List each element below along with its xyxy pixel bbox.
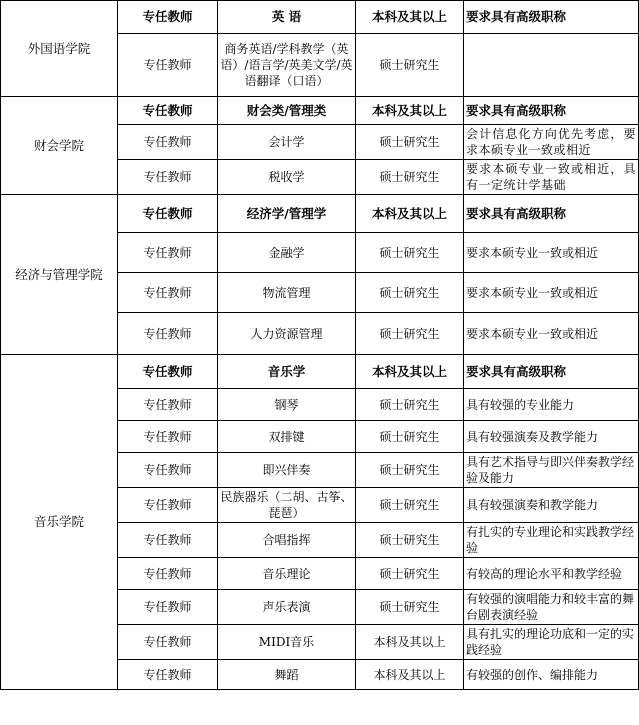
header-degree: 本科及其以上 bbox=[356, 1, 464, 34]
major-cell: 音乐理论 bbox=[218, 558, 356, 590]
notes-cell: 有较高的理论水平和教学经验 bbox=[464, 558, 639, 590]
major-cell: 金融学 bbox=[218, 233, 356, 273]
position-cell: 专任教师 bbox=[118, 558, 218, 590]
header-title-requirement: 要求具有高级职称 bbox=[464, 355, 639, 389]
major-cell: 即兴伴奏 bbox=[218, 453, 356, 488]
header-degree: 本科及其以上 bbox=[356, 355, 464, 389]
header-major: 财会类/管理类 bbox=[218, 97, 356, 125]
degree-cell: 本科及其以上 bbox=[356, 625, 464, 660]
major-cell: 双排键 bbox=[218, 421, 356, 453]
major-cell: 税收学 bbox=[218, 160, 356, 195]
position-cell: 专任教师 bbox=[118, 625, 218, 660]
header-title-requirement: 要求具有高级职称 bbox=[464, 97, 639, 125]
degree-cell: 本科及其以上 bbox=[356, 660, 464, 690]
degree-cell: 硕士研究生 bbox=[356, 421, 464, 453]
notes-cell: 具有较强演奏和教学能力 bbox=[464, 488, 639, 523]
degree-cell: 硕士研究生 bbox=[356, 125, 464, 160]
degree-cell: 硕士研究生 bbox=[356, 523, 464, 558]
header-title-requirement: 要求具有高级职称 bbox=[464, 195, 639, 233]
notes-cell: 要求本硕专业一致或相近 bbox=[464, 313, 639, 355]
position-cell: 专任教师 bbox=[118, 660, 218, 690]
department-header-row bbox=[1, 1, 639, 34]
degree-cell: 硕士研究生 bbox=[356, 389, 464, 421]
notes-cell: 要求本硕专业一致或相近 bbox=[464, 273, 639, 313]
department-header-row bbox=[1, 97, 639, 125]
position-cell: 专任教师 bbox=[118, 421, 218, 453]
notes-cell: 要求本硕专业一致或相近，具有一定统计学基础 bbox=[464, 160, 639, 195]
header-position: 专任教师 bbox=[118, 97, 218, 125]
notes-cell: 具有较强的专业能力 bbox=[464, 389, 639, 421]
header-major: 音乐学 bbox=[218, 355, 356, 389]
department-header-row bbox=[1, 355, 639, 389]
department-name: 经济与管理学院 bbox=[1, 195, 118, 355]
notes-cell: 具有较强演奏及教学能力 bbox=[464, 421, 639, 453]
major-cell: 民族器乐（二胡、古筝、琵琶） bbox=[218, 488, 356, 523]
major-cell: 会计学 bbox=[218, 125, 356, 160]
degree-cell: 硕士研究生 bbox=[356, 453, 464, 488]
notes-cell: 具有艺术指导与即兴伴奏教学经验及能力 bbox=[464, 453, 639, 488]
major-cell: 合唱指挥 bbox=[218, 523, 356, 558]
position-cell: 专任教师 bbox=[118, 453, 218, 488]
position-cell: 专任教师 bbox=[118, 313, 218, 355]
degree-cell: 硕士研究生 bbox=[356, 313, 464, 355]
department-name: 外国语学院 bbox=[1, 1, 118, 97]
position-cell: 专任教师 bbox=[118, 488, 218, 523]
notes-cell: 有较强的创作、编排能力 bbox=[464, 660, 639, 690]
header-degree: 本科及其以上 bbox=[356, 97, 464, 125]
degree-cell: 硕士研究生 bbox=[356, 233, 464, 273]
notes-cell: 有扎实的专业理论和实践教学经验 bbox=[464, 523, 639, 558]
header-position: 专任教师 bbox=[118, 1, 218, 34]
major-cell: 钢琴 bbox=[218, 389, 356, 421]
department-header-row bbox=[1, 195, 639, 233]
major-cell: 物流管理 bbox=[218, 273, 356, 313]
degree-cell: 硕士研究生 bbox=[356, 590, 464, 625]
position-cell: 专任教师 bbox=[118, 160, 218, 195]
degree-cell: 硕士研究生 bbox=[356, 273, 464, 313]
notes-cell: 具有扎实的理论功底和一定的实践经验 bbox=[464, 625, 639, 660]
table-body bbox=[1, 1, 639, 690]
header-title-requirement: 要求具有高级职称 bbox=[464, 1, 639, 34]
notes-cell: 要求本硕专业一致或相近 bbox=[464, 233, 639, 273]
notes-cell: 有较强的演唱能力和较丰富的舞台剧表演经验 bbox=[464, 590, 639, 625]
department-name: 财会学院 bbox=[1, 97, 118, 195]
header-position: 专任教师 bbox=[118, 195, 218, 233]
major-cell: 商务英语/学科教学（英语）/语言学/英美文学/英语翻译（口语） bbox=[218, 34, 356, 97]
position-cell: 专任教师 bbox=[118, 523, 218, 558]
position-cell: 专任教师 bbox=[118, 125, 218, 160]
degree-cell: 硕士研究生 bbox=[356, 160, 464, 195]
position-cell: 专任教师 bbox=[118, 233, 218, 273]
header-major: 英 语 bbox=[218, 1, 356, 34]
degree-cell: 硕士研究生 bbox=[356, 488, 464, 523]
major-cell: MIDI音乐 bbox=[218, 625, 356, 660]
header-degree: 本科及其以上 bbox=[356, 195, 464, 233]
header-position: 专任教师 bbox=[118, 355, 218, 389]
department-name: 音乐学院 bbox=[1, 355, 118, 690]
notes-cell bbox=[464, 34, 639, 97]
major-cell: 声乐表演 bbox=[218, 590, 356, 625]
notes-cell: 会计信息化方向优先考虑，要求本硕专业一致或相近 bbox=[464, 125, 639, 160]
header-major: 经济学/管理学 bbox=[218, 195, 356, 233]
major-cell: 人力资源管理 bbox=[218, 313, 356, 355]
degree-cell: 硕士研究生 bbox=[356, 558, 464, 590]
degree-cell: 硕士研究生 bbox=[356, 34, 464, 97]
position-cell: 专任教师 bbox=[118, 590, 218, 625]
major-cell: 舞蹈 bbox=[218, 660, 356, 690]
position-cell: 专任教师 bbox=[118, 389, 218, 421]
position-cell: 专任教师 bbox=[118, 34, 218, 97]
position-cell: 专任教师 bbox=[118, 273, 218, 313]
